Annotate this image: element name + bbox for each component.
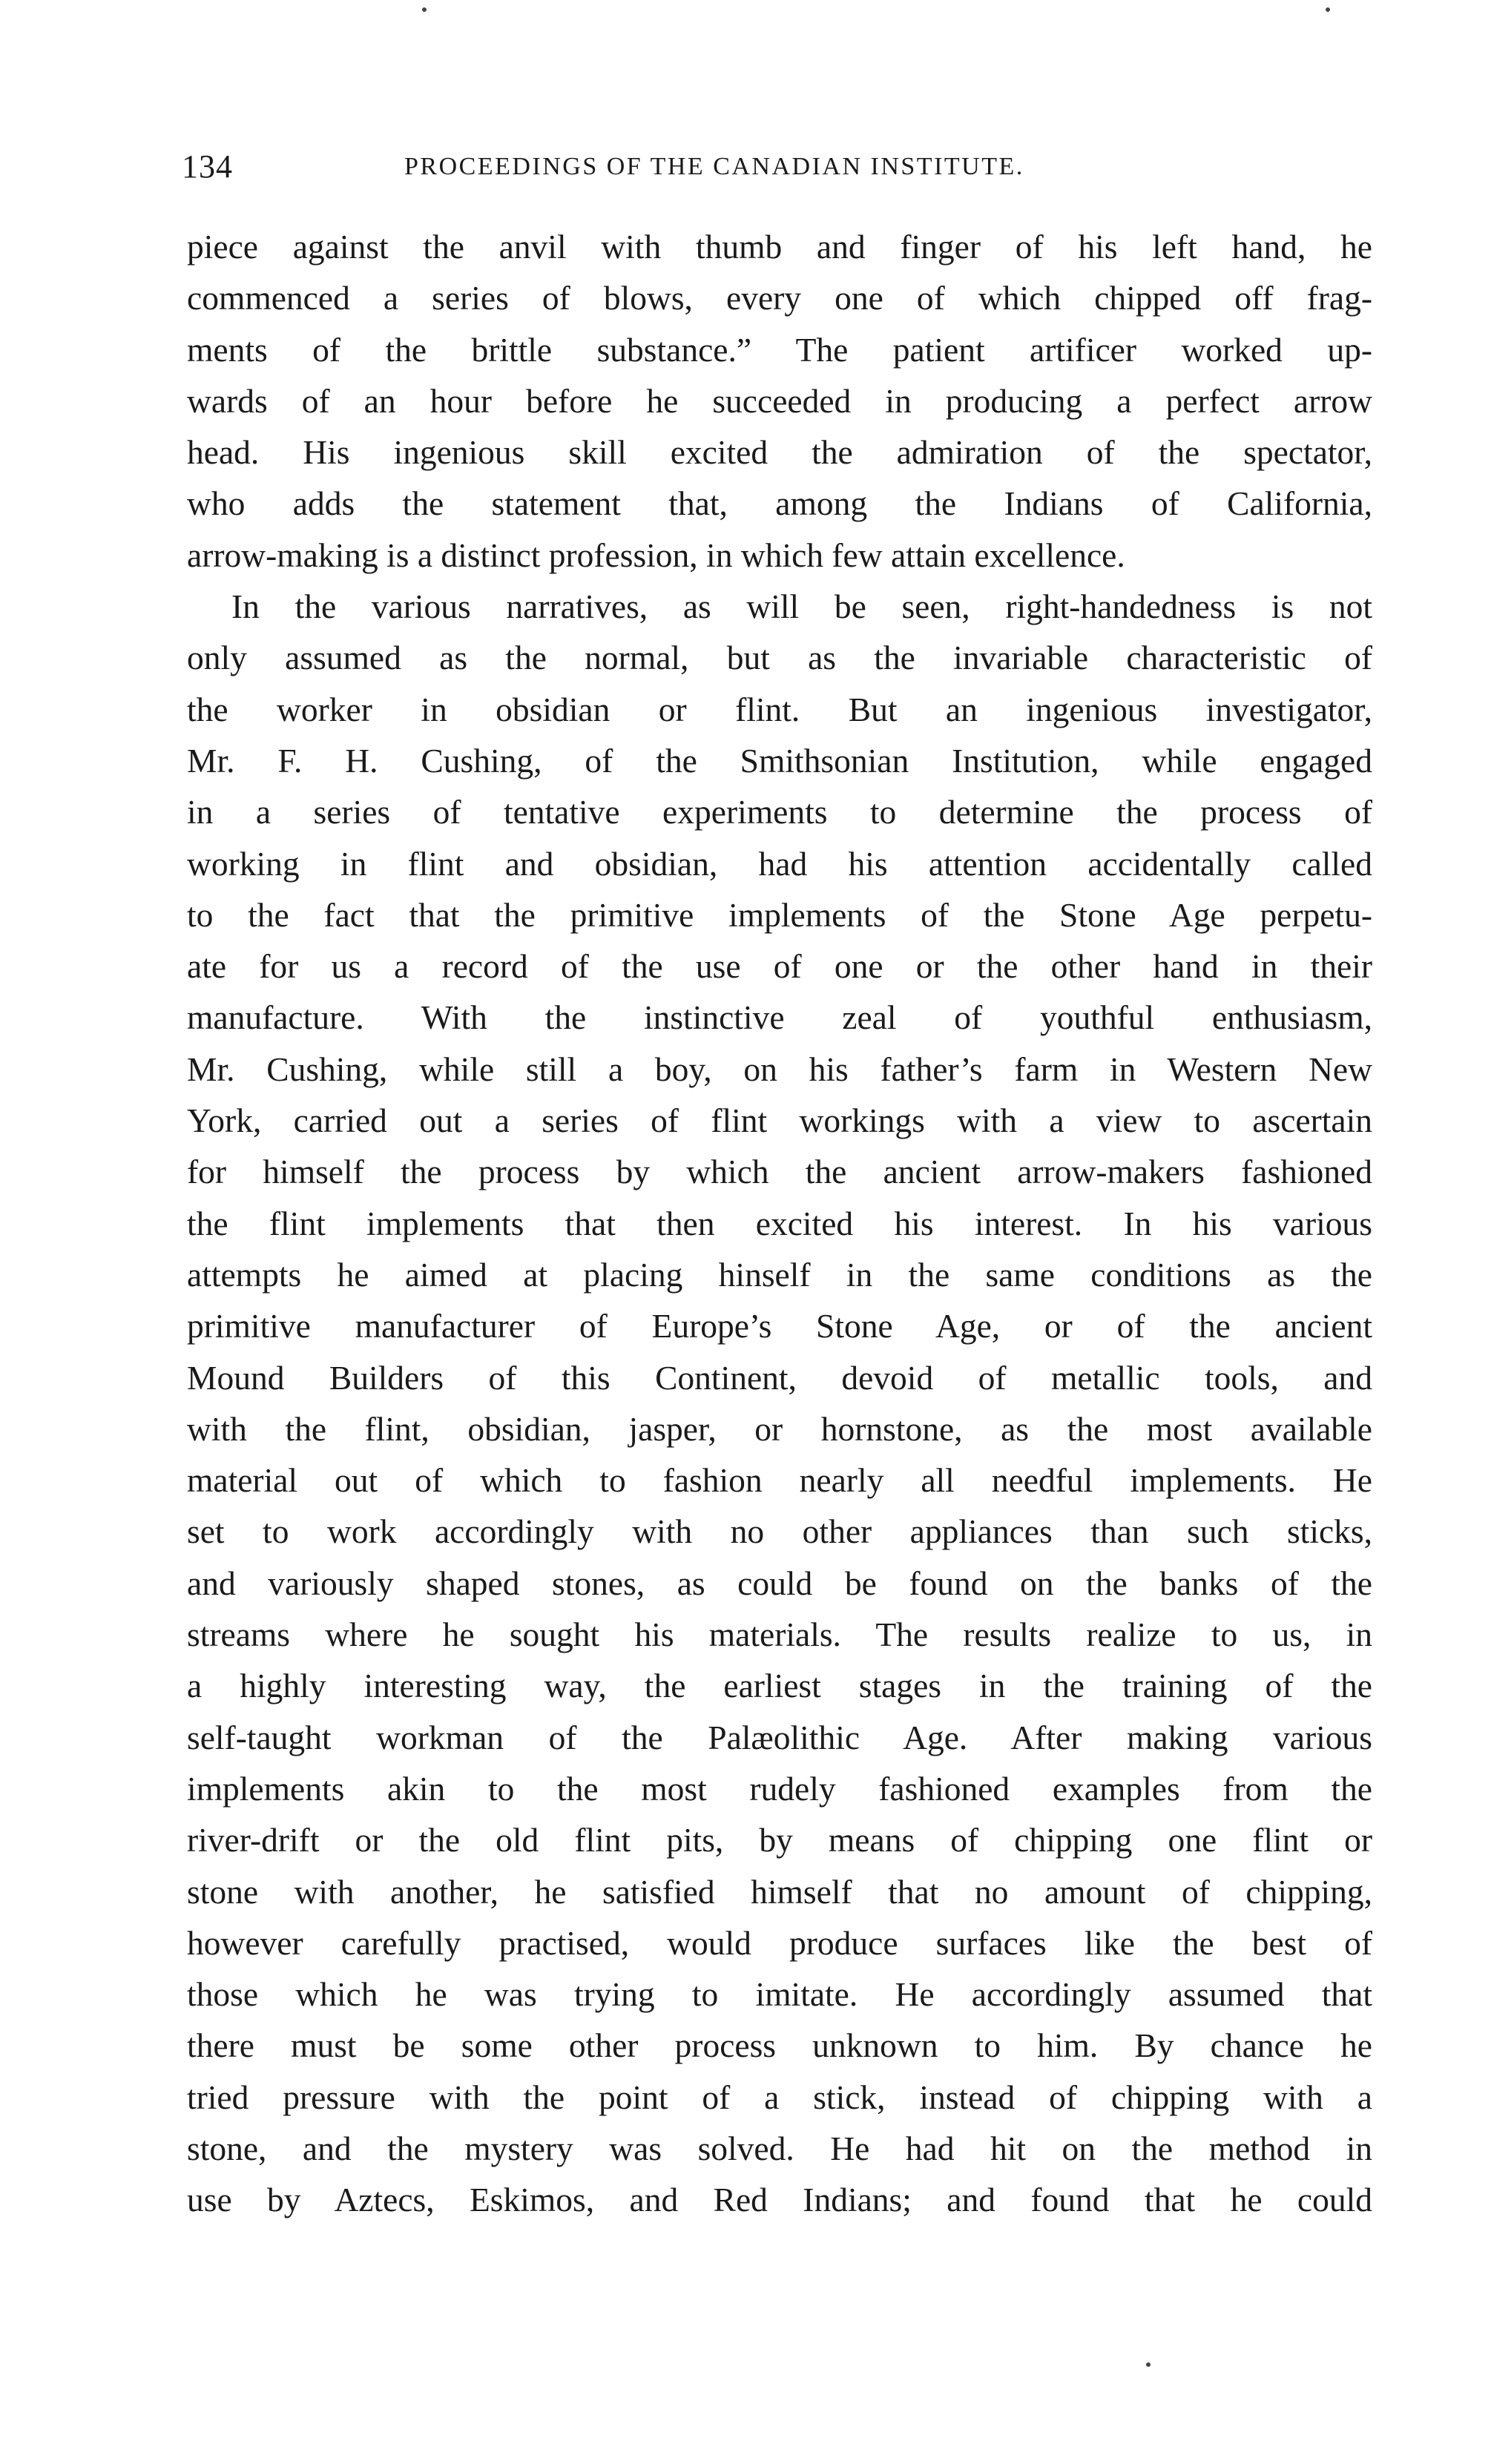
text-line: a highly interesting way, the earliest stages in the training of the (187, 1667, 1372, 1705)
text-line: the flint implements that then excited his interest. In his various (187, 1204, 1372, 1242)
text-line: In the various narratives, as will be seen, right-handedness is not (231, 587, 1372, 626)
text-line: ate for us a record of the use of one or the other hand in their (187, 947, 1372, 986)
page-header (182, 145, 1372, 189)
text-line: Mr. Cushing, while still a boy, on his father’s farm in Western New (187, 1050, 1372, 1088)
text-line: manufacture. With the instinctive zeal of youthful enthusiasm, (187, 998, 1372, 1037)
text-line: the worker in obsidian or flint. But an ingenious investigator, (187, 690, 1372, 728)
text-line: stone with another, he satisfied himself that no amount of chipping, (187, 1872, 1372, 1911)
text-line: stone, and the mystery was solved. He had hit on the method in (187, 2129, 1372, 2167)
scan-speck (1146, 2362, 1151, 2367)
text-line: who adds the statement that, among the Indians of California, (187, 484, 1372, 523)
scan-speck (1326, 7, 1330, 12)
text-line: head. His ingenious skill excited the admiration of the spectator, (187, 433, 1372, 472)
text-line: however carefully practised, would produce surfaces like the best of (187, 1923, 1372, 1962)
text-line: to the fact that the primitive implements of the Stone Age perpetu- (187, 895, 1372, 934)
text-line: for himself the process by which the ancient arrow-makers fashioned (187, 1153, 1372, 1191)
text-line: commenced a series of blows, every one of which chipped off frag- (187, 279, 1372, 317)
text-line: tried pressure with the point of a stick, instead of chipping with a (187, 2078, 1372, 2116)
scan-speck (422, 7, 427, 12)
text-line: there must be some other process unknown to him. By chance he (187, 2026, 1372, 2065)
text-line: York, carried out a series of flint workings with a view to ascertain (187, 1101, 1372, 1140)
body-text (187, 221, 1372, 2226)
text-line: Mound Builders of this Continent, devoid of metallic tools, and (187, 1358, 1372, 1397)
text-line: wards of an hour before he succeeded in producing a perfect arrow (187, 381, 1372, 420)
text-line: material out of which to fashion nearly all needful implements. He (187, 1461, 1372, 1500)
text-line: Mr. F. H. Cushing, of the Smithsonian Institution, while engaged (187, 741, 1372, 780)
text-line: working in flint and obsidian, had his attention accidentally called (187, 844, 1372, 883)
text-line: in a series of tentative experiments to determine the process of (187, 793, 1372, 831)
text-line: primitive manufacturer of Europe’s Stone Age, or of the ancient (187, 1307, 1372, 1345)
page-number: 134 (182, 148, 233, 185)
text-line: streams where he sought his materials. The results realize to us, in (187, 1615, 1372, 1654)
text-line: those which he was trying to imitate. He accordingly assumed that (187, 1975, 1372, 2014)
text-line: attempts he aimed at placing hinself in the same conditions as the (187, 1255, 1372, 1294)
running-title: PROCEEDINGS OF THE CANADIAN INSTITUTE. (404, 153, 1024, 180)
text-line: and variously shaped stones, as could be found on the banks of the (187, 1564, 1372, 1602)
text-line: with the flint, obsidian, jasper, or hornstone, as the most available (187, 1409, 1372, 1448)
text-line: river-drift or the old flint pits, by means of chipping one flint or (187, 1821, 1372, 1859)
text-line: ments of the brittle substance.” The patient artificer worked up- (187, 330, 1372, 369)
text-line: arrow-making is a distinct profession, in which few attain excellence. (187, 536, 1125, 574)
text-line: implements akin to the most rudely fashioned examples from the (187, 1769, 1372, 1808)
text-line: use by Aztecs, Eskimos, and Red Indians; and found that he could (187, 2181, 1372, 2219)
text-line: only assumed as the normal, but as the invariable characteristic of (187, 639, 1372, 677)
text-line: set to work accordingly with no other appliances than such sticks, (187, 1512, 1372, 1551)
text-line: piece against the anvil with thumb and finger of his left hand, he (187, 228, 1372, 266)
text-line: self-taught workman of the Palæolithic Age. After making various (187, 1718, 1372, 1756)
